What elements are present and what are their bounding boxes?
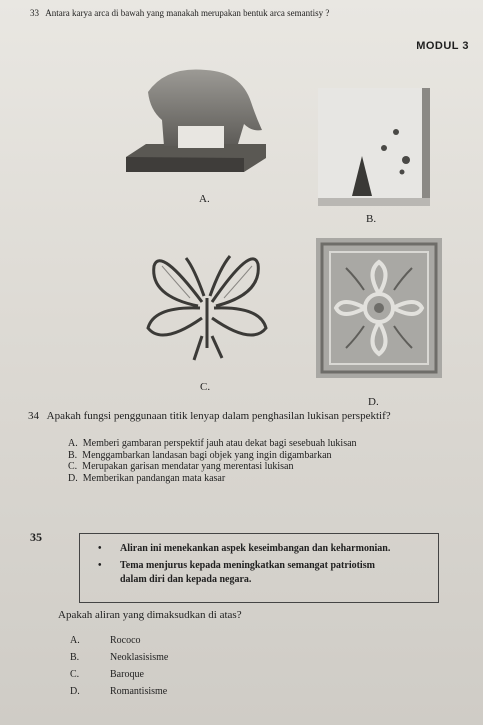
- question-34-options: [68, 438, 357, 484]
- question-number: 33: [30, 8, 39, 18]
- figure-d-label: D.: [368, 396, 379, 408]
- option-a[interactable]: A. Rococo: [70, 635, 141, 646]
- statement-1: • Aliran ini menekankan aspek keseimbangan dan keharmonian.: [98, 542, 428, 556]
- option-a[interactable]: A. Memberi gambaran perspektif jauh atau dekat bagi sesebuah lukisan: [68, 438, 357, 449]
- figure-b-label: B.: [366, 213, 377, 225]
- statement-2: • Tema menjurus kepada meningkatkan semangat patriotism: [98, 559, 428, 573]
- module-label: MODUL 3: [416, 40, 469, 52]
- option-d[interactable]: D. Romantisisme: [70, 686, 168, 697]
- option-c[interactable]: C. Baroque: [70, 669, 144, 680]
- figure-a-sculpture: [126, 62, 276, 174]
- figure-c-sculpture: [140, 236, 274, 368]
- question-text: Antara karya arca di bawah yang manakah merupakan bentuk arca semantisy ?: [45, 8, 330, 18]
- question-text: Apakah fungsi penggunaan titik lenyap dalam penghasilan lukisan perspektif?: [46, 410, 391, 422]
- question-35-options: [70, 632, 168, 700]
- figure-c-label: C.: [200, 381, 211, 393]
- figure-a-label: A.: [199, 193, 210, 205]
- question-33: [30, 8, 430, 18]
- question-35-text: Apakah aliran yang dimaksudkan di atas?: [58, 609, 242, 621]
- option-b[interactable]: B. Menggambarkan landasan bagi objek yang ingin digambarkan: [68, 449, 332, 461]
- option-c[interactable]: C. Merupakan garisan mendatar yang merentasi lukisan: [68, 461, 294, 472]
- figure-b-sculpture: [318, 88, 430, 206]
- figure-d-carving: [316, 238, 442, 378]
- statement-2-cont: dalam diri dan kepada negara.: [120, 574, 252, 585]
- question-number: 34: [28, 410, 39, 422]
- question-35-statement-box: [79, 533, 439, 603]
- question-35-number: 35: [30, 530, 42, 544]
- option-b[interactable]: B. Neoklasisisme: [70, 652, 169, 663]
- question-34: [28, 410, 391, 422]
- option-d[interactable]: D. Memberikan pandangan mata kasar: [68, 472, 226, 484]
